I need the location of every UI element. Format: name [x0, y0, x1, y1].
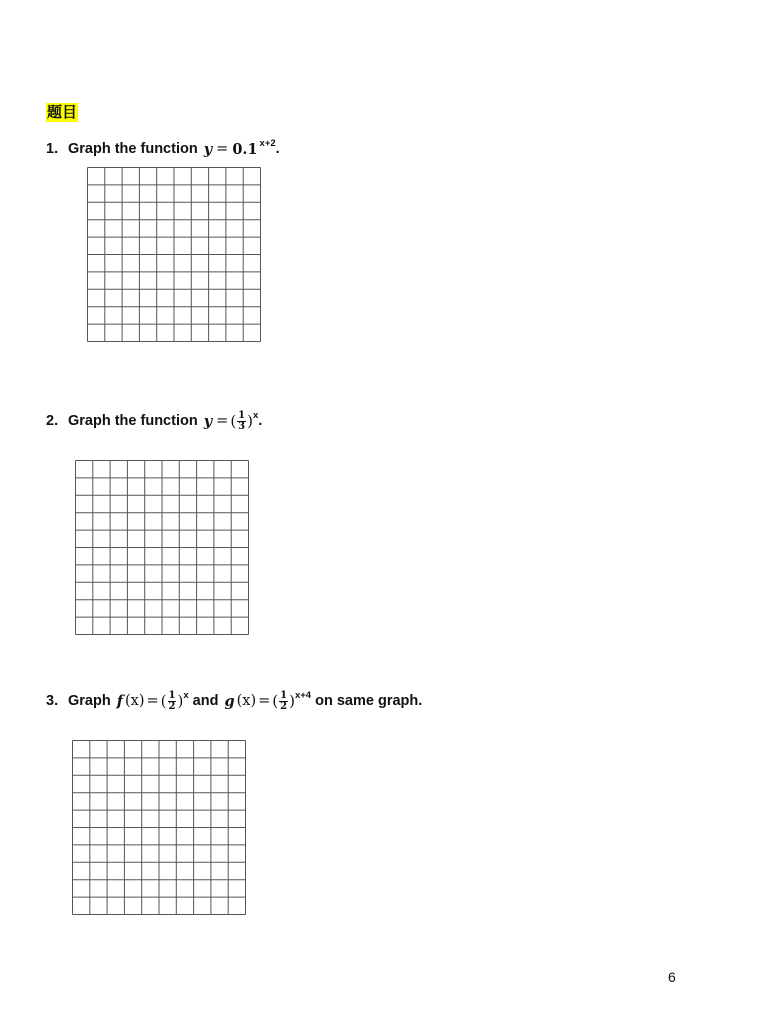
problem-3-number: 3.	[46, 693, 59, 709]
page-number: 6	[668, 969, 676, 985]
problem-3-f-open-paren: (	[160, 692, 167, 710]
problem-1-instruction: Graph the function	[68, 141, 198, 157]
problem-3-and: and	[192, 693, 219, 709]
problem-2-var: y	[203, 412, 213, 430]
problem-2-number: 2.	[46, 413, 59, 429]
problem-3-f-arg: (x)	[124, 693, 145, 709]
problem-3-f-frac-num: 1	[168, 689, 176, 701]
graph-grid-1[interactable]	[87, 167, 261, 342]
section-tag: 题目	[47, 103, 78, 121]
problem-3-g-frac-den: 2	[280, 700, 288, 712]
problem-2-frac-den: 3	[238, 420, 246, 432]
graph-grid-3[interactable]	[72, 740, 246, 915]
problem-3-f-close-paren: )	[177, 692, 184, 710]
problem-1-number: 1.	[46, 141, 59, 157]
problem-1-base: 0.1	[232, 140, 258, 158]
problem-3-g-label: g	[224, 692, 235, 710]
problem-2-eq: =	[216, 413, 229, 429]
problem-1-eq: =	[216, 141, 229, 157]
problem-3-g-eq: =	[258, 693, 271, 709]
problem-2-frac-num: 1	[238, 409, 246, 421]
problem-1-var: y	[203, 140, 213, 158]
problem-3-g-open-paren: (	[272, 692, 279, 710]
problem-3-f-frac-den: 2	[168, 700, 176, 712]
problem-2-fraction	[237, 411, 246, 432]
problem-2-instruction: Graph the function	[68, 413, 198, 429]
problem-1-period: .	[275, 141, 280, 157]
problem-3-f-exponent: x	[183, 689, 189, 701]
problem-3-f-label: f	[116, 692, 123, 710]
problem-3-g-exponent: x+4	[294, 689, 312, 701]
problem-3-g-fraction	[279, 691, 288, 712]
problem-3-g-frac-num: 1	[280, 689, 288, 701]
problem-3-instruction: Graph	[68, 693, 111, 709]
problem-3-f-eq: =	[146, 693, 159, 709]
problem-3-g-close-paren: )	[289, 692, 295, 710]
problem-3-g-arg: (x)	[236, 693, 257, 709]
problem-2-period: .	[258, 413, 263, 429]
problem-2-text	[46, 410, 262, 432]
problem-3-text	[46, 690, 422, 712]
problem-1-exponent: x+2	[259, 137, 276, 149]
problem-1-text	[46, 138, 280, 160]
graph-grid-2[interactable]	[75, 460, 249, 635]
problem-3-f-fraction	[168, 691, 177, 712]
problem-3-tail: on same graph.	[315, 693, 423, 709]
problem-2-open-paren: (	[230, 412, 237, 430]
problem-2-close-paren: )	[247, 412, 253, 430]
problem-2-exponent: x	[253, 409, 259, 421]
